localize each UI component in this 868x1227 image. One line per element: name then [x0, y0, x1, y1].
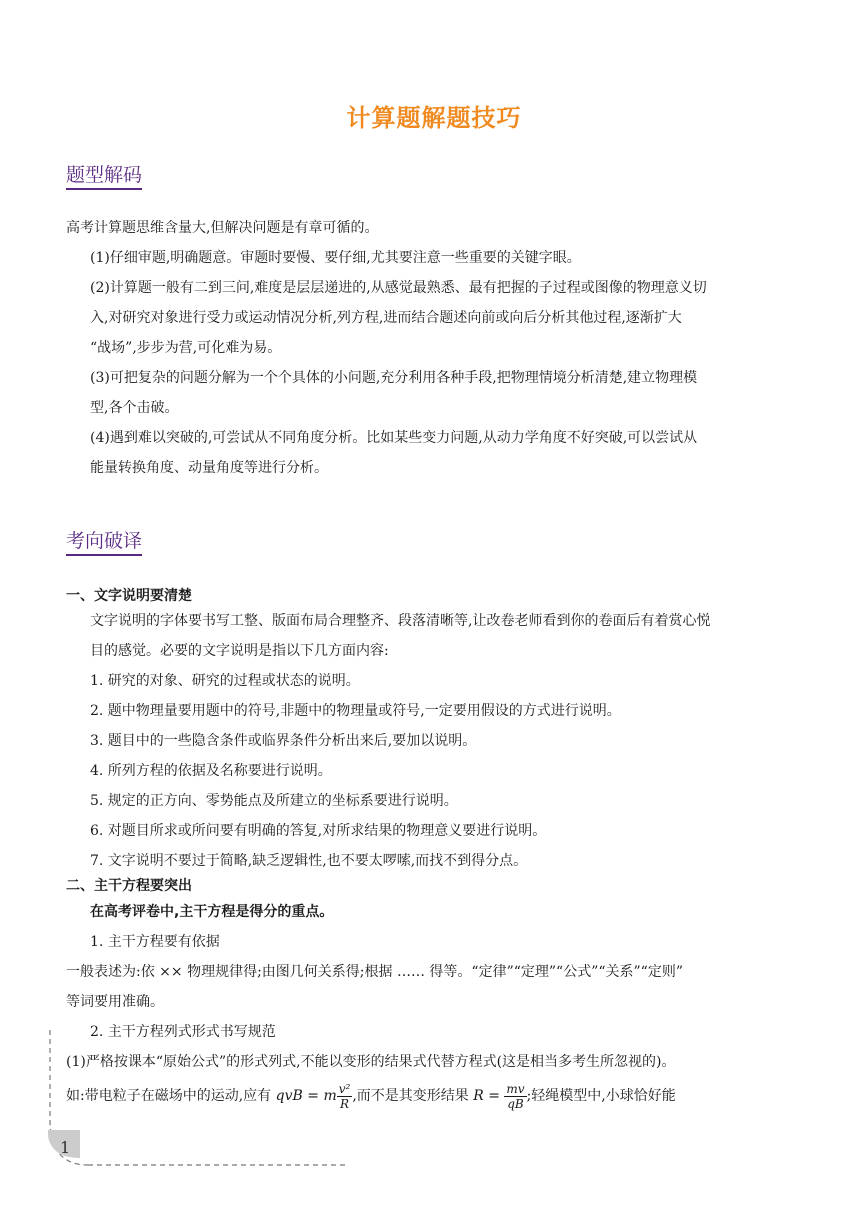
explanation-line-1: 文字说明的字体要书写工整、版面布局合理整齐、段落清晰等,让改卷老师看到你的卷面后有着赏心悦 [90, 613, 711, 629]
bold-statement: 在高考评卷中,主干方程是得分的重点。 [90, 904, 334, 920]
tip-4-line-2: 能量转换角度、动量角度等进行分析。 [90, 460, 328, 476]
list-item: 2. 题中物理量要用题中的符号,非题中的物理量或符号,一定要用假设的方式进行说明。 [90, 703, 621, 719]
list-item: 4. 所列方程的依据及名称要进行说明。 [90, 763, 332, 779]
tip-3-line-2: 型,各个击破。 [90, 400, 179, 416]
point-1-line-1: 一般表述为:依 ×× 物理规律得;由图几何关系得;根据 …… 得等。“定律”“定理”“公式”“关系”“定则” [66, 964, 683, 980]
explanation-line-2: 目的感觉。必要的文字说明是指以下几方面内容: [90, 643, 389, 659]
equation-line: 如:带电粒子在磁场中的运动,应有 qvB = m $\frac{\text{v²}}{R}$ ,而不是其变形结果 R = $\frac{mv}{qB}$ ;轻绳模型中,小球恰好能 [66, 1081, 676, 1111]
fraction-v2-over-R: $\frac{\text{v²}}{R}$ [338, 1081, 351, 1111]
point-1-line-2: 等词要用准确。 [66, 994, 164, 1010]
point-1: 1. 主干方程要有依据 [90, 934, 220, 950]
subheading-main-equations: 二、主干方程要突出 [66, 878, 192, 894]
point-2: 2. 主干方程列式形式书写规范 [90, 1024, 276, 1040]
section-heading-decode: 题型解码 [66, 163, 142, 190]
section-heading-analysis: 考向破译 [66, 529, 142, 556]
tip-2-line-3: “战场”,步步为营,可化难为易。 [90, 340, 282, 356]
page-number: 1 [60, 1138, 71, 1157]
list-item: 3. 题目中的一些隐含条件或临界条件分析出来后,要加以说明。 [90, 733, 477, 749]
page-corner-decoration [48, 1030, 348, 1170]
eq1-lhs: qvB [275, 1088, 303, 1104]
fraction-mv-over-qB: $\frac{mv}{qB}$ [506, 1081, 525, 1111]
tip-2-line-2: 入,对研究对象进行受力或运动情况分析,列方程,进而结合题述向前或向后分析其他过程,逐渐扩大 [90, 310, 682, 326]
list-item: 5. 规定的正方向、零势能点及所建立的坐标系要进行说明。 [90, 793, 458, 809]
tip-3-line-1: (3)可把复杂的问题分解为一个个具体的小问题,充分利用各种手段,把物理情境分析清楚,建立物理模 [90, 370, 698, 386]
list-item: 7. 文字说明不要过于简略,缺乏逻辑性,也不要太啰嗦,而找不到得分点。 [90, 853, 528, 869]
intro-line: 高考计算题思维含量大,但解决问题是有章可循的。 [66, 220, 379, 236]
list-item: 1. 研究的对象、研究的过程或状态的说明。 [90, 673, 360, 689]
list-item: 6. 对题目所求或所问要有明确的答复,对所求结果的物理意义要进行说明。 [90, 823, 547, 839]
eq2-lhs: R [473, 1088, 484, 1104]
section-decode-body [66, 213, 806, 483]
page-title: 计算题解题技巧 [346, 104, 522, 132]
tip-1: (1)仔细审题,明确题意。审题时要慢、要仔细,尤其要注意一些重要的关键字眼。 [90, 250, 581, 266]
point-2-line-1: (1)严格按课本“原始公式”的形式列式,不能以变形的结果式代替方程式(这是相当多考生所忽视的)。 [66, 1054, 676, 1070]
tip-4-line-1: (4)遇到难以突破的,可尝试从不同角度分析。比如某些变力问题,从动力学角度不好突破,可以尝试从 [90, 430, 698, 446]
tip-2-line-1: (2)计算题一般有二到三问,难度是层层递进的,从感觉最熟悉、最有把握的子过程或图像的物理意义切 [90, 280, 707, 296]
subheading-text-explanation: 一、文字说明要清楚 [66, 588, 192, 604]
text-explanation-body [66, 606, 806, 876]
